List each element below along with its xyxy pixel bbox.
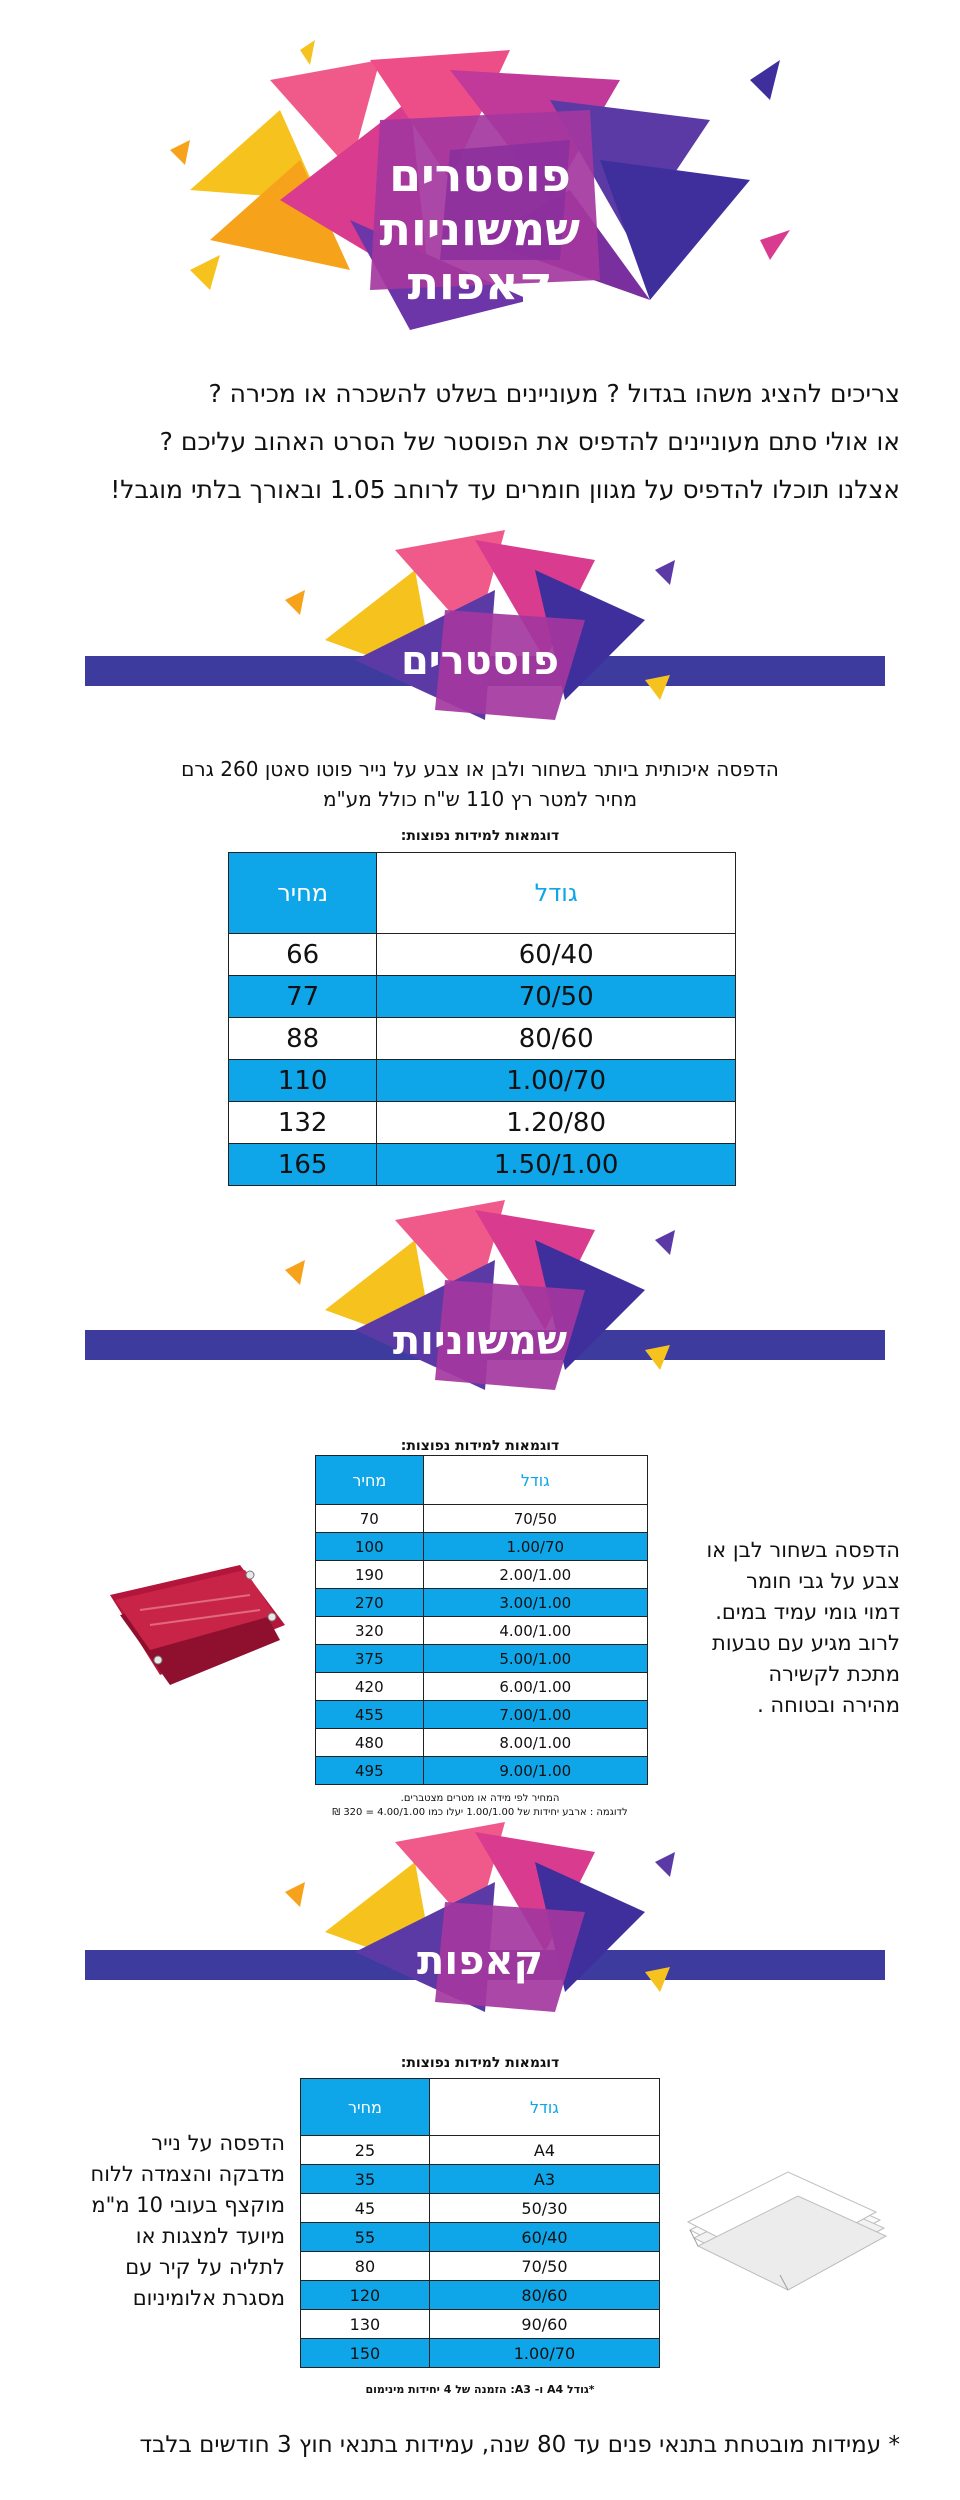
header-size: גודל xyxy=(423,1456,647,1505)
posters-caption: דוגמאות למידות נפוצות: xyxy=(400,828,560,844)
size-cell: A4 xyxy=(429,2136,659,2165)
hero-title-line: שמשוניות xyxy=(379,202,580,256)
posters-description xyxy=(120,754,840,814)
price-cell: 455 xyxy=(316,1701,424,1729)
table-row xyxy=(229,1144,736,1186)
table-row xyxy=(316,1729,648,1757)
footer-note: * עמידות מובטחת בתנאי פנים עד 80 שנה, עמידות בתנאי חוץ 3 חודשים בלבד xyxy=(139,2432,900,2458)
side-line: הדפסה על נייר xyxy=(151,2131,285,2155)
size-cell: 60/40 xyxy=(429,2223,659,2252)
tarps-caption: דוגמאות למידות נפוצות: xyxy=(400,1438,560,1454)
price-cell: 77 xyxy=(229,976,377,1018)
intro-text xyxy=(60,370,900,514)
header-size: גודל xyxy=(429,2079,659,2136)
table-row xyxy=(301,2339,660,2368)
side-line: לרוב מגיע עם טבעות xyxy=(712,1631,900,1655)
price-cell: 495 xyxy=(316,1757,424,1785)
boards-price-table xyxy=(300,2078,660,2368)
size-cell: A3 xyxy=(429,2165,659,2194)
size-cell: 70/50 xyxy=(429,2252,659,2281)
price-cell: 80 xyxy=(301,2252,430,2281)
size-cell: 50/30 xyxy=(429,2194,659,2223)
table-row xyxy=(316,1533,648,1561)
size-cell: 90/60 xyxy=(429,2310,659,2339)
header-price: מחיר xyxy=(229,853,377,934)
price-cell: 375 xyxy=(316,1645,424,1673)
boards-side-text xyxy=(60,2128,285,2314)
price-cell: 165 xyxy=(229,1144,377,1186)
table-row xyxy=(316,1645,648,1673)
boards-caption: דוגמאות למידות נפוצות: xyxy=(400,2055,560,2071)
tarps-side-text xyxy=(660,1535,900,1721)
side-line: מסגרת אלומיניום xyxy=(132,2286,285,2310)
side-line: לתליה על קיר עם xyxy=(125,2255,285,2279)
price-cell: 66 xyxy=(229,934,377,976)
table-row xyxy=(229,934,736,976)
size-cell: 4.00/1.00 xyxy=(423,1617,647,1645)
table-row xyxy=(301,2252,660,2281)
price-cell: 88 xyxy=(229,1018,377,1060)
price-cell: 150 xyxy=(301,2339,430,2368)
side-line: מדבקה והצמדה ללוח xyxy=(90,2162,285,2186)
size-cell: 8.00/1.00 xyxy=(423,1729,647,1757)
size-cell: 1.50/1.00 xyxy=(377,1144,736,1186)
price-cell: 55 xyxy=(301,2223,430,2252)
side-line: מיועד למצגות או xyxy=(135,2224,285,2248)
side-line: מהירה ובטוחה . xyxy=(757,1693,900,1717)
section-title-boards: קאפות xyxy=(417,1938,543,1984)
size-cell: 80/60 xyxy=(429,2281,659,2310)
table-row xyxy=(229,976,736,1018)
side-line: מתכת לקשירה xyxy=(768,1662,900,1686)
header-price: מחיר xyxy=(316,1456,424,1505)
intro-line: צריכים להציג משהו בגדול ? מעוניינים בשלט להשכרה או מכירה ? xyxy=(208,379,900,408)
side-line: צבע על גבי חומר xyxy=(746,1569,900,1593)
table-row xyxy=(229,1018,736,1060)
size-cell: 1.00/70 xyxy=(377,1060,736,1102)
posters-desc-line: הדפסה איכותית ביותר בשחור ולבן או צבע על נייר פוטו סאטן 260 גרם xyxy=(181,757,779,781)
tarp-image xyxy=(100,1555,290,1690)
table-row xyxy=(316,1757,648,1785)
side-line: מוקצף בעובי 10 מ"מ xyxy=(91,2193,285,2217)
section-title-tarps: שמשוניות xyxy=(392,1318,568,1364)
price-cell: 420 xyxy=(316,1673,424,1701)
side-line: הדפסה בשחור לבן או xyxy=(706,1538,900,1562)
size-cell: 9.00/1.00 xyxy=(423,1757,647,1785)
size-cell: 1.20/80 xyxy=(377,1102,736,1144)
size-cell: 70/50 xyxy=(377,976,736,1018)
size-cell: 1.00/70 xyxy=(429,2339,659,2368)
table-row xyxy=(301,2281,660,2310)
side-line: דמוי גומי עמיד במים. xyxy=(715,1600,900,1624)
table-row xyxy=(316,1561,648,1589)
header-price: מחיר xyxy=(301,2079,430,2136)
header-size: גודל xyxy=(377,853,736,934)
size-cell: 3.00/1.00 xyxy=(423,1589,647,1617)
section-artwork xyxy=(265,530,685,720)
intro-line: או אולי סתם מעוניינים להדפיס את הפוסטר של הסרט האהוב עליכם ? xyxy=(159,427,900,456)
note-line: המחיר לפי מידה או מטרים מצטברים. xyxy=(400,1793,560,1804)
hero-title xyxy=(380,148,580,310)
size-cell: 7.00/1.00 xyxy=(423,1701,647,1729)
table-row xyxy=(316,1673,648,1701)
size-cell: 60/40 xyxy=(377,934,736,976)
price-cell: 120 xyxy=(301,2281,430,2310)
posters-desc-line: מחיר למטר רץ 110 ש"ח כולל מע"מ xyxy=(322,787,638,811)
table-row xyxy=(316,1505,648,1533)
table-row xyxy=(301,2310,660,2339)
price-cell: 110 xyxy=(229,1060,377,1102)
price-cell: 25 xyxy=(301,2136,430,2165)
tarps-notes xyxy=(295,1792,665,1820)
boards-note: *גודל A4 ו- A3: הזמנה של 4 יחידות מינימום xyxy=(365,2383,595,2396)
intro-line: אצלנו תוכלו להדפיס על מגוון חומרים עד לרוחב 1.05 ובאורך בלתי מוגבל! xyxy=(110,475,900,504)
table-row xyxy=(316,1617,648,1645)
price-cell: 190 xyxy=(316,1561,424,1589)
size-cell: 1.00/70 xyxy=(423,1533,647,1561)
note-line: לדוגמה : ארבע יחידות של 1.00/1.00 יעלו כמו 4.00/1.00 = 320 ₪ xyxy=(332,1807,628,1818)
table-row xyxy=(316,1701,648,1729)
size-cell: 2.00/1.00 xyxy=(423,1561,647,1589)
posters-price-table xyxy=(228,852,736,1186)
price-cell: 270 xyxy=(316,1589,424,1617)
hero-title-line: פוסטרים xyxy=(389,148,571,202)
size-cell: 80/60 xyxy=(377,1018,736,1060)
price-cell: 320 xyxy=(316,1617,424,1645)
size-cell: 70/50 xyxy=(423,1505,647,1533)
table-row xyxy=(301,2165,660,2194)
table-row xyxy=(301,2194,660,2223)
price-cell: 480 xyxy=(316,1729,424,1757)
foam-boards-image xyxy=(680,2160,890,2295)
size-cell: 5.00/1.00 xyxy=(423,1645,647,1673)
table-row xyxy=(229,1102,736,1144)
table-row xyxy=(229,1060,736,1102)
price-cell: 70 xyxy=(316,1505,424,1533)
table-row xyxy=(301,2136,660,2165)
table-row xyxy=(316,1589,648,1617)
table-row xyxy=(301,2223,660,2252)
price-cell: 100 xyxy=(316,1533,424,1561)
section-title-posters: פוסטרים xyxy=(400,638,560,684)
price-cell: 35 xyxy=(301,2165,430,2194)
price-cell: 132 xyxy=(229,1102,377,1144)
size-cell: 6.00/1.00 xyxy=(423,1673,647,1701)
hero-title-line: קאפות xyxy=(407,256,553,310)
price-cell: 130 xyxy=(301,2310,430,2339)
tarps-price-table xyxy=(315,1455,648,1785)
price-cell: 45 xyxy=(301,2194,430,2223)
